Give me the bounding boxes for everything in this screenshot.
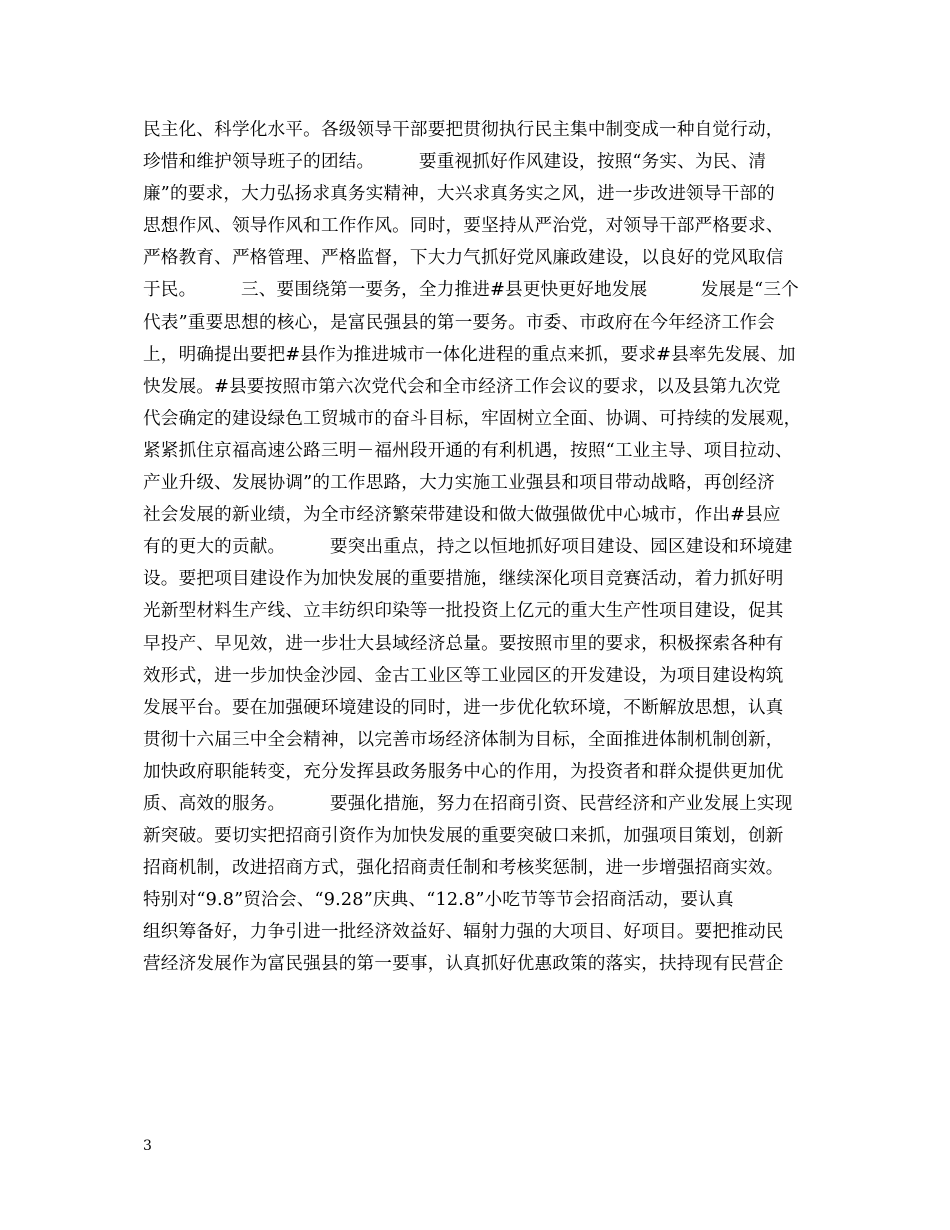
text-line: 廉”的要求，大力弘扬求真务实精神，大兴求真务实之风，进一步改进领导干部的 bbox=[143, 184, 775, 205]
body-text bbox=[143, 114, 843, 981]
text-line: 珍惜和维护领导班子的团结。 要重视抓好作风建设，按照“务实、为民、清 bbox=[143, 152, 767, 173]
text-line: 快发展。#县要按照市第六次党代会和全市经济工作会议的要求，以及县第九次党 bbox=[143, 376, 781, 397]
text-line: 代表”重要思想的核心，是富民强县的第一要务。市委、市政府在今年经济工作会 bbox=[143, 312, 775, 333]
text-line: 加快政府职能转变，充分发挥县政务服务中心的作用，为投资者和群众提供更加优 bbox=[143, 761, 784, 782]
text-line: 于民。 三、要围绕第一要务，全力推进#县更快更好地发展 发展是“三个 bbox=[143, 280, 799, 301]
text-line: 组织筹备好，力争引进一批经济效益好、辐射力强的大项目、好项目。要把推动民 bbox=[143, 922, 784, 943]
text-line: 民主化、科学化水平。各级领导干部要把贯彻执行民主集中制变成一种自觉行动， bbox=[143, 120, 784, 140]
text-line: 营经济发展作为富民强县的第一要事，认真抓好优惠政策的落实，扶持现有民营企 bbox=[143, 954, 784, 975]
text-line: 贯彻十六届三中全会精神，以完善市场经济体制为目标，全面推进体制机制创新， bbox=[143, 729, 784, 750]
text-line: 特别对“9.8”贸洽会、“9.28”庆典、“12.8”小吃节等节会招商活动，要认真 bbox=[143, 890, 734, 911]
text-line: 紧紧抓住京福高速公路三明－福州段开通的有利机遇，按照“工业主导、项目拉动、 bbox=[143, 440, 793, 461]
text-line: 发展平台。要在加强硬环境建设的同时，进一步优化软环境，不断解放思想，认真 bbox=[143, 697, 784, 718]
text-line: 社会发展的新业绩，为全市经济繁荣带建设和做大做强做优中心城市，作出#县应 bbox=[143, 505, 781, 526]
text-line: 思想作风、领导作风和工作作风。同时，要坚持从严治党，对领导干部严格要求、 bbox=[143, 216, 784, 237]
text-line: 效形式，进一步加快金沙园、金古工业区等工业园区的开发建设，为项目建设构筑 bbox=[143, 665, 784, 686]
text-line: 代会确定的建设绿色工贸城市的奋斗目标，牢固树立全面、协调、可持续的发展观， bbox=[143, 408, 802, 429]
text-line: 质、高效的服务。 要强化措施，努力在招商引资、民营经济和产业发展上实现 bbox=[143, 793, 793, 814]
page-number: 3 bbox=[143, 1138, 152, 1154]
text-line: 设。要把项目建设作为加快发展的重要措施，继续深化项目竞赛活动，着力抓好明 bbox=[143, 569, 784, 590]
text-line: 有的更大的贡献。 要突出重点，持之以恒地抓好项目建设、园区建设和环境建 bbox=[143, 537, 793, 558]
text-line: 早投产、早见效，进一步壮大县域经济总量。要按照市里的要求，积极探索各种有 bbox=[143, 633, 784, 654]
text-line: 光新型材料生产线、立丰纺织印染等一批投资上亿元的重大生产性项目建设，促其 bbox=[143, 601, 784, 622]
text-line: 新突破。要切实把招商引资作为加快发展的重要突破口来抓，加强项目策划，创新 bbox=[143, 826, 784, 847]
text-line: 招商机制，改进招商方式，强化招商责任制和考核奖惩制，进一步增强招商实效。 bbox=[143, 858, 784, 879]
text-line: 严格教育、严格管理、严格监督，下大力气抓好党风廉政建设，以良好的党风取信 bbox=[143, 248, 784, 269]
text-line: 产业升级、发展协调”的工作思路，大力实施工业强县和项目带动战略，再创经济 bbox=[143, 473, 775, 494]
text-line: 上，明确提出要把#县作为推进城市一体化进程的重点来抓，要求#县率先发展、加 bbox=[143, 344, 796, 365]
